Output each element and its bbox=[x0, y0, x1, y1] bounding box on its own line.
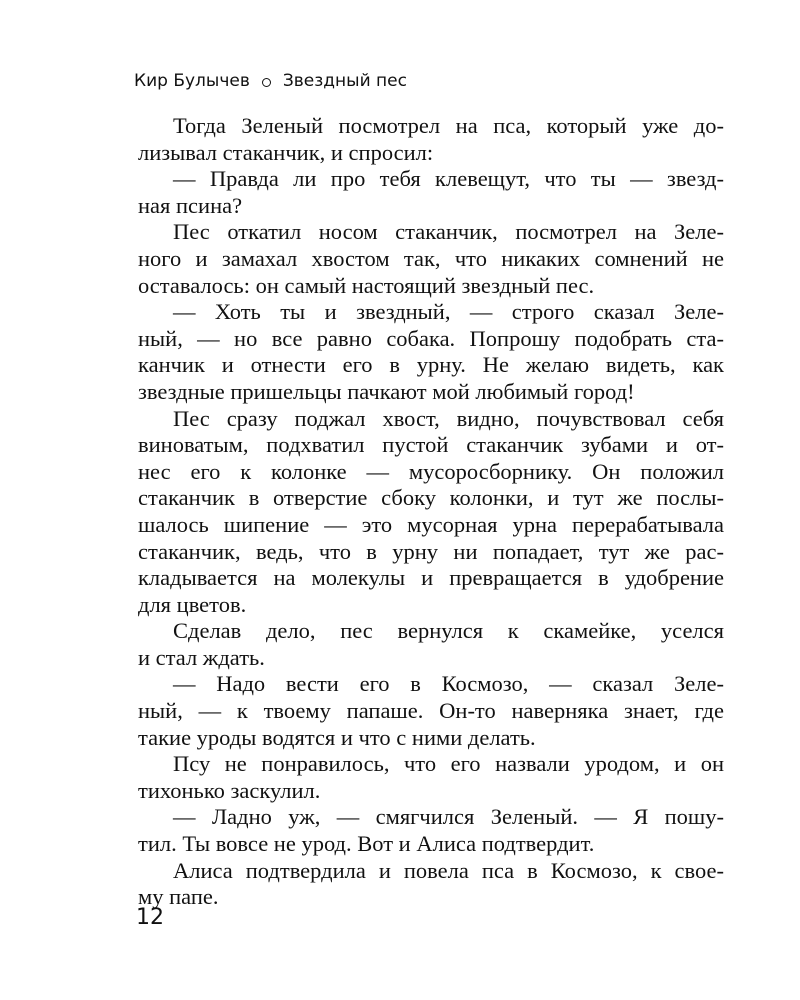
running-header bbox=[134, 71, 407, 91]
text-line: Пес сразу поджал хвост, видно, почувствовал себя bbox=[173, 405, 724, 431]
text-line: ный, — но все равно собака. Попрошу подобрать ста- bbox=[138, 325, 724, 351]
page-number: 12 bbox=[136, 905, 164, 930]
text-line: ная псина? bbox=[138, 192, 243, 218]
text-line: Пес откатил носом стаканчик, посмотрел на Зеле- bbox=[173, 219, 724, 245]
text-line: стаканчик, ведь, что в урну ни попадает, тут же рас- bbox=[138, 538, 724, 564]
text-line: кладывается на молекулы и превращается в удобрение bbox=[138, 565, 724, 591]
text-line: му папе. bbox=[138, 884, 219, 910]
text-line: Псу не понравилось, что его назвали уродом, и он bbox=[173, 751, 724, 777]
text-line: такие уроды водятся и что с ними делать. bbox=[138, 724, 536, 750]
text-line: звездные пришельцы пачкают мой любимый город! bbox=[138, 378, 635, 404]
text-line: — Правда ли про тебя клевещут, что ты — звезд- bbox=[173, 166, 724, 192]
text-line: Тогда Зеленый посмотрел на пса, который уже до- bbox=[173, 113, 724, 138]
body-text bbox=[138, 113, 724, 911]
text-line: лизывал стаканчик, и спросил: bbox=[138, 139, 434, 165]
text-line: тихонько заскулил. bbox=[138, 777, 321, 803]
text-line: Алиса подтвердила и повела пса в Космозо, к свое- bbox=[173, 857, 724, 883]
text-line: нес его к колонке — мусоросборнику. Он положил bbox=[138, 458, 724, 484]
text-line: и стал ждать. bbox=[138, 644, 265, 670]
text-line: — Надо вести его в Космозо, — сказал Зеле- bbox=[173, 671, 724, 697]
text-line: для цветов. bbox=[138, 591, 247, 617]
text-line: тил. Ты вовсе не урод. Вот и Алиса подтвердит. bbox=[138, 831, 595, 857]
text-line: — Ладно уж, — смягчился Зеленый. — Я пошу- bbox=[173, 804, 724, 830]
header-book-title: Звездный пес bbox=[282, 71, 407, 91]
text-line: оставалось: он самый настоящий звездный пес. bbox=[138, 272, 595, 298]
text-line: стаканчик в отверстие сбоку колонки, и тут же послы- bbox=[138, 485, 724, 511]
text-line: — Хоть ты и звездный, — строго сказал Зеле- bbox=[173, 299, 724, 325]
text-line: канчик и отнести его в урну. Не желаю видеть, как bbox=[138, 352, 724, 378]
text-line: Сделав дело, пес вернулся к скамейке, уселся bbox=[173, 618, 724, 644]
text-line: виноватым, подхватил пустой стаканчик зубами и от- bbox=[138, 432, 724, 458]
text-line: ного и замахал хвостом так, что никаких сомнений не bbox=[138, 245, 724, 271]
text-line: шалось шипение — это мусорная урна перерабатывала bbox=[138, 511, 724, 537]
text-line: ный, — к твоему папаше. Он-то наверняка знает, где bbox=[138, 698, 724, 724]
header-separator-circle-icon bbox=[262, 78, 271, 87]
header-author: Кир Булычев bbox=[134, 71, 250, 91]
